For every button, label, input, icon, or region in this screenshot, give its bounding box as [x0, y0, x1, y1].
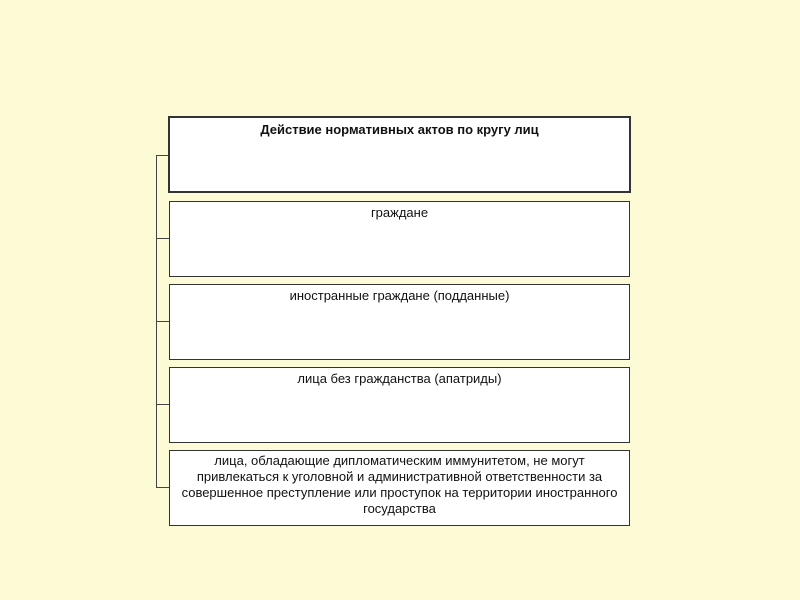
item-box-stateless-persons [169, 367, 630, 443]
diagram-title-box [168, 116, 631, 193]
item-label: лица без гражданства (апатриды) [297, 371, 502, 386]
item-label: иностранные граждане (подданные) [289, 288, 510, 303]
item-box-foreign-citizens [169, 284, 630, 360]
item-label: граждане [370, 205, 429, 220]
tree-connector-item-1 [156, 238, 170, 239]
item-label: лица, обладающие дипломатическим иммунитетом, не могут привлекаться к уголовной и административной ответственности за совершенное преступление или проступок на территории иностранного государства [181, 453, 618, 516]
tree-connector-item-4 [156, 487, 170, 488]
tree-connector-item-3 [156, 404, 170, 405]
item-box-diplomatic-immunity [169, 450, 630, 526]
tree-connector-item-2 [156, 321, 170, 322]
diagram-title: Действие нормативных актов по кругу лиц [260, 122, 539, 137]
item-box-citizens [169, 201, 630, 277]
